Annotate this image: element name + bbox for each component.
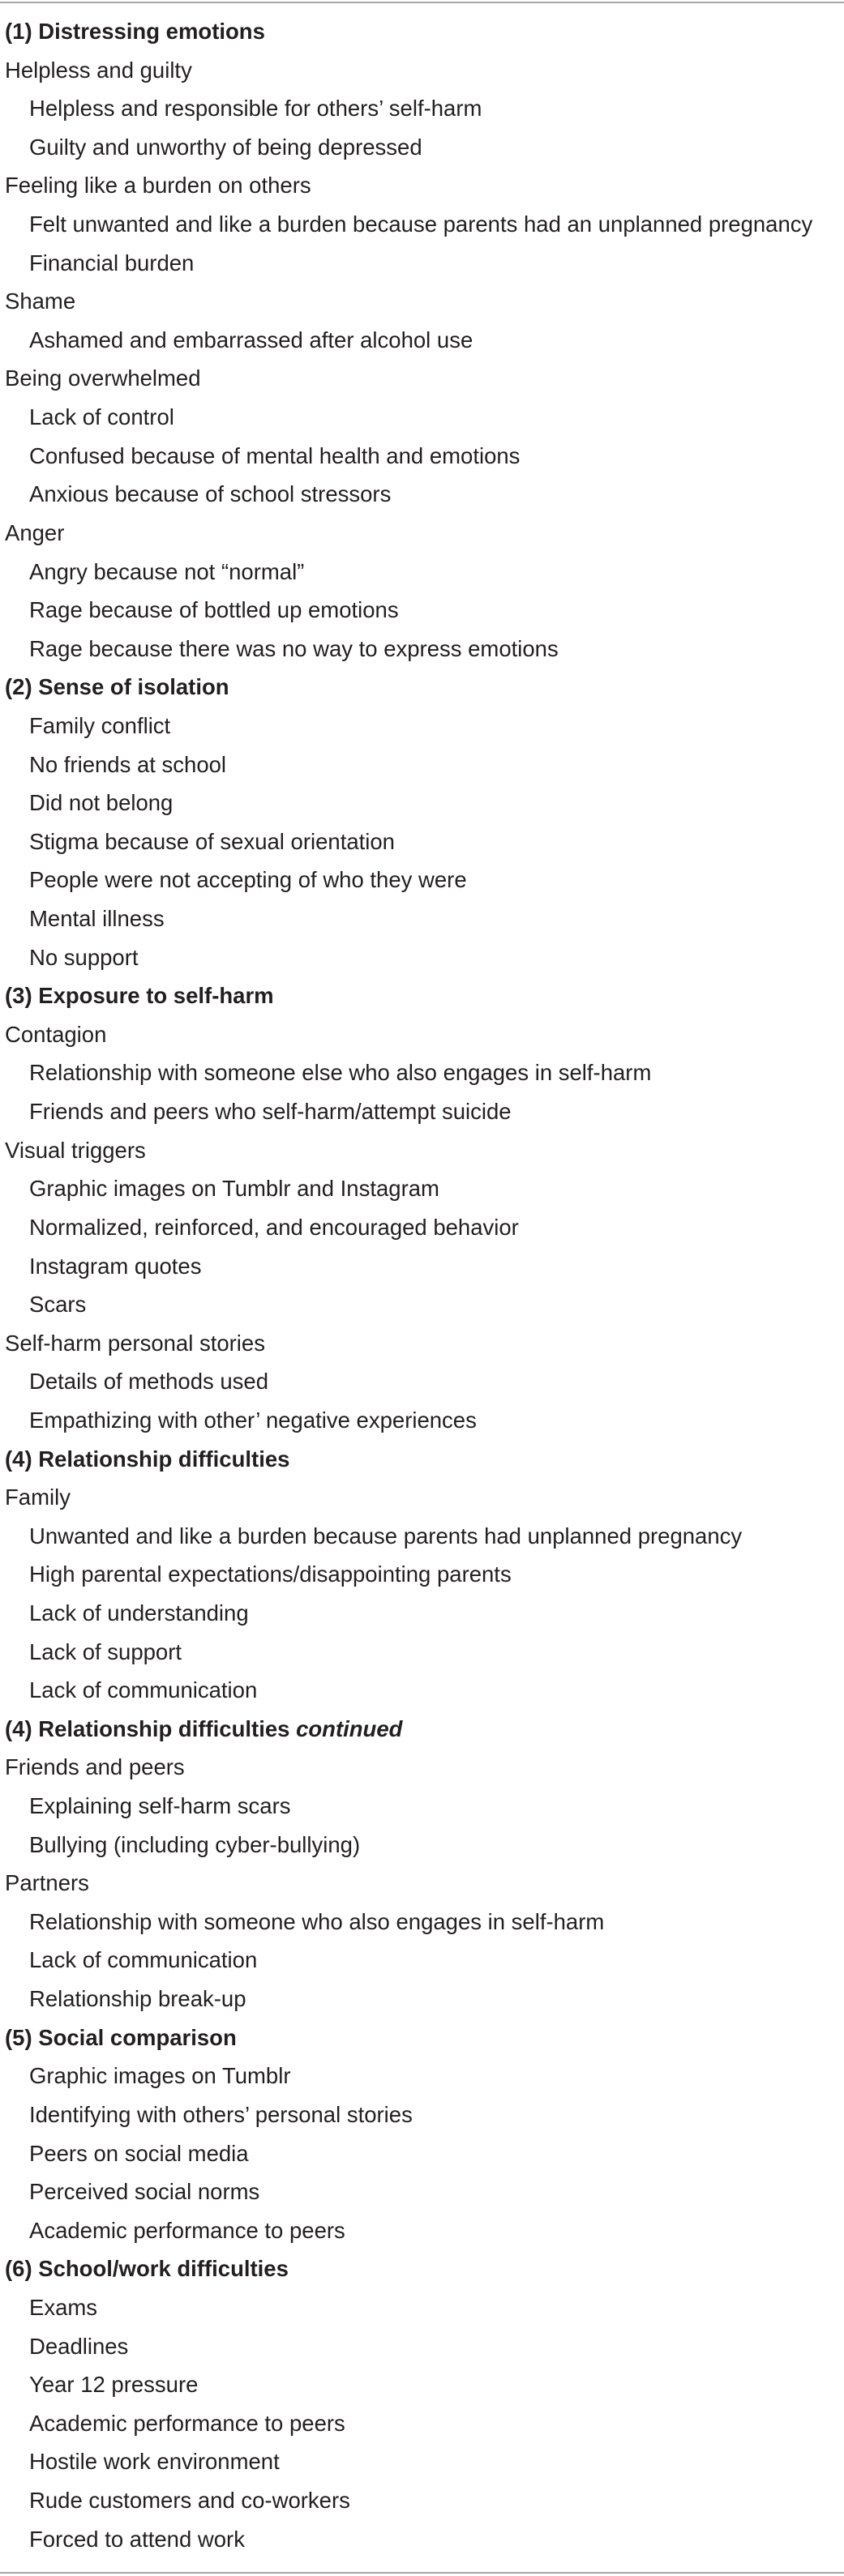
row-text: Unwanted and like a burden because parents had unplanned pregnancy <box>29 1523 743 1549</box>
table-row <box>0 745 844 784</box>
row-text: Friends and peers <box>5 1754 185 1780</box>
row-text: Ashamed and embarrassed after alcohol use <box>29 327 473 352</box>
row-text: Year 12 pressure <box>29 2372 199 2398</box>
subtheme-label <box>0 514 844 553</box>
row-text: People were not accepting of who they were <box>29 867 467 893</box>
table-row <box>0 321 844 360</box>
row-text: Anxious because of school stressors <box>29 481 392 507</box>
row-text: Mental illness <box>29 906 165 932</box>
row-text: Partners <box>5 1870 89 1896</box>
row-text: Academic performance to peers <box>29 2217 345 2243</box>
theme-heading-text: (3) Exposure to self-harm <box>5 983 274 1009</box>
row-text: Peers on social media <box>29 2140 249 2166</box>
table-row <box>0 2134 844 2173</box>
table-row <box>0 1594 844 1633</box>
subtheme-label <box>0 51 844 90</box>
row-text: Perceived social norms <box>29 2179 260 2205</box>
row-text: Friends and peers who self-harm/attempt suicide <box>29 1099 512 1125</box>
table-row <box>0 244 844 283</box>
table-row <box>0 2288 844 2327</box>
row-text: Anger <box>5 519 65 545</box>
row-text: Lack of support <box>29 1638 182 1664</box>
subtheme-label <box>0 1864 844 1903</box>
row-text: Family conflict <box>29 712 171 738</box>
row-text: Scars <box>29 1292 87 1318</box>
theme-heading <box>0 2249 844 2288</box>
row-text: Did not belong <box>29 790 174 816</box>
table-row <box>0 1633 844 1672</box>
table-row <box>0 1247 844 1286</box>
table-row <box>0 2404 844 2443</box>
subtheme-label <box>0 359 844 398</box>
table-row <box>0 2172 844 2211</box>
subtheme-label <box>0 1748 844 1787</box>
row-text: Rude customers and co-workers <box>29 2488 350 2513</box>
row-text: Lack of communication <box>29 1677 258 1703</box>
row-text: Relationship break-up <box>29 1986 246 2012</box>
table-row <box>0 1826 844 1865</box>
table-row <box>0 899 844 938</box>
row-text: Lack of control <box>29 404 174 430</box>
row-text: Lack of understanding <box>29 1600 249 1625</box>
row-text: Empathizing with other’ negative experiences <box>29 1407 477 1433</box>
row-text: Self-harm personal stories <box>5 1330 265 1356</box>
table-row <box>0 475 844 514</box>
row-text: No friends at school <box>29 751 227 777</box>
row-text: Relationship with someone who also engages in self-harm <box>29 1908 605 1934</box>
row-text: High parental expectations/disappointing parents <box>29 1561 512 1587</box>
table-row <box>0 938 844 977</box>
table-row <box>0 398 844 437</box>
theme-heading-text: (6) School/work difficulties <box>5 2256 289 2282</box>
row-text: Rage because there was no way to express emotions <box>29 635 559 661</box>
subtheme-label <box>0 1131 844 1170</box>
table-row <box>0 1401 844 1440</box>
table-row <box>0 1169 844 1208</box>
row-text: Graphic images on Tumblr and Instagram <box>29 1176 439 1202</box>
row-text: Instagram quotes <box>29 1253 202 1279</box>
table-row <box>0 1941 844 1980</box>
row-text: Contagion <box>5 1021 107 1047</box>
row-text: Family <box>5 1485 71 1510</box>
table-row <box>0 1671 844 1710</box>
table-row <box>0 2520 844 2559</box>
row-text: Forced to attend work <box>29 2526 245 2552</box>
row-text: Guilty and unworthy of being depressed <box>29 134 422 160</box>
table-row <box>0 822 844 861</box>
theme-heading-text: (4) Relationship difficulties <box>5 1446 290 1472</box>
table-row <box>0 128 844 167</box>
row-text: Shame <box>5 288 76 314</box>
row-text: Visual triggers <box>5 1137 146 1163</box>
table-row <box>0 1285 844 1324</box>
row-text: Explaining self-harm scars <box>29 1793 291 1819</box>
table-row <box>0 1787 844 1826</box>
table-row <box>0 784 844 822</box>
table-top-rule <box>0 2 844 3</box>
theme-heading <box>0 1710 844 1749</box>
table-row <box>0 2365 844 2404</box>
row-text: Financial burden <box>29 250 195 276</box>
theme-heading-text: (1) Distressing emotions <box>5 19 265 44</box>
subtheme-label <box>0 1324 844 1363</box>
table-row <box>0 2095 844 2134</box>
subtheme-label <box>0 282 844 321</box>
table-row <box>0 553 844 592</box>
table-row <box>0 1208 844 1247</box>
row-text: Feeling like a burden on others <box>5 173 311 199</box>
theme-heading <box>0 976 844 1015</box>
table-row <box>0 1517 844 1556</box>
theme-heading <box>0 2019 844 2057</box>
row-text: Details of methods used <box>29 1369 269 1395</box>
table-row <box>0 1980 844 2019</box>
theme-heading-text: (2) Sense of isolation <box>5 674 229 700</box>
table-rows <box>0 12 844 2558</box>
row-text: Exams <box>29 2294 98 2320</box>
subtheme-label <box>0 166 844 205</box>
subtheme-label <box>0 1478 844 1517</box>
continued-label: continued <box>296 1715 403 1741</box>
theme-heading-text: (4) Relationship difficulties <box>5 1715 297 1741</box>
row-text: Felt unwanted and like a burden because parents had an unplanned pregnancy <box>29 211 813 237</box>
table-row <box>0 861 844 899</box>
theme-heading <box>0 1440 844 1479</box>
table-row <box>0 2481 844 2520</box>
table-row <box>0 2057 844 2095</box>
row-text: No support <box>29 944 139 970</box>
table-row <box>0 2211 844 2250</box>
row-text: Deadlines <box>29 2333 129 2359</box>
row-text: Stigma because of sexual orientation <box>29 828 395 854</box>
table-row <box>0 1903 844 1942</box>
table-row <box>0 1555 844 1594</box>
table-row <box>0 2442 844 2481</box>
subtheme-label <box>0 1015 844 1054</box>
table-bottom-rule <box>0 2572 844 2574</box>
table-row <box>0 89 844 128</box>
row-text: Helpless and responsible for others’ self-harm <box>29 96 482 122</box>
table-row <box>0 1053 844 1092</box>
row-text: Graphic images on Tumblr <box>29 2063 291 2089</box>
table-row <box>0 2327 844 2366</box>
row-text: Academic performance to peers <box>29 2410 345 2436</box>
row-text: Rage because of bottled up emotions <box>29 597 399 623</box>
table-row <box>0 591 844 630</box>
table-row <box>0 630 844 669</box>
row-text: Angry because not “normal” <box>29 558 305 584</box>
table-row <box>0 1362 844 1401</box>
theme-heading-text: (5) Social comparison <box>5 2024 237 2050</box>
table-row <box>0 437 844 476</box>
row-text: Relationship with someone else who also engages in self-harm <box>29 1060 652 1086</box>
theme-heading <box>0 668 844 707</box>
row-text: Identifying with others’ personal stories <box>29 2101 413 2127</box>
row-text: Helpless and guilty <box>5 57 192 83</box>
table-row <box>0 205 844 244</box>
row-text: Lack of communication <box>29 1947 258 1973</box>
row-text: Bullying (including cyber-bullying) <box>29 1831 361 1857</box>
row-text: Hostile work environment <box>29 2449 280 2475</box>
row-text: Confused because of mental health and emotions <box>29 442 521 468</box>
theme-heading <box>0 12 844 51</box>
row-text: Normalized, reinforced, and encouraged behavior <box>29 1214 519 1240</box>
table-row <box>0 707 844 745</box>
row-text: Being overwhelmed <box>5 365 201 391</box>
table-row <box>0 1092 844 1131</box>
